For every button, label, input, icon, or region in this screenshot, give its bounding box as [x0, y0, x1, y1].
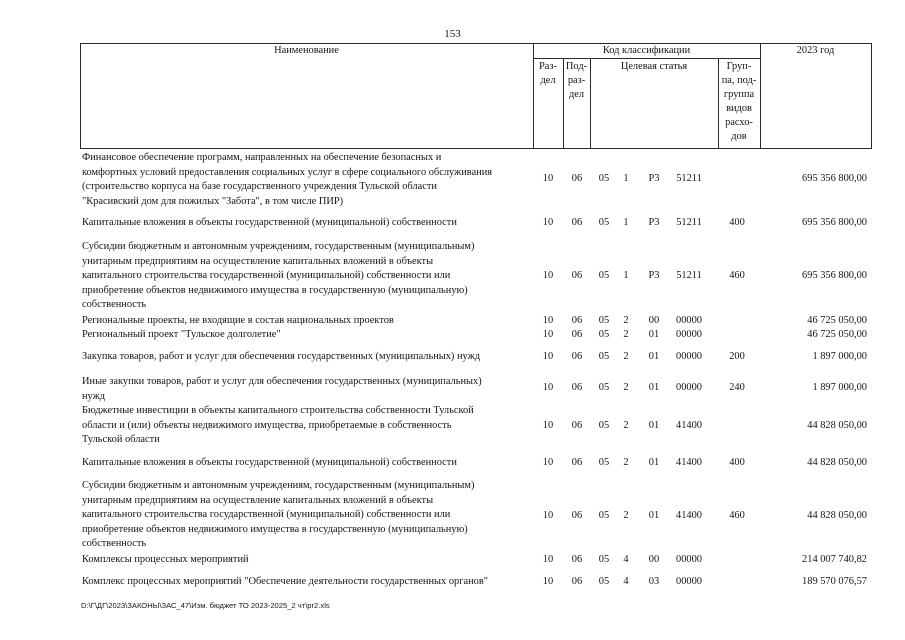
header-divider-year — [760, 43, 761, 149]
header-year: 2023 год — [796, 45, 835, 56]
row-name-line: капитального строительства государственной (муниципальной) собственности или — [82, 270, 451, 282]
target-subprogram-cell: 4 — [623, 554, 629, 565]
target-program-cell: 05 — [598, 315, 610, 326]
target-program-cell: 05 — [598, 420, 610, 431]
target-project-cell: 01 — [648, 510, 660, 521]
file-path-footer: D:\Г\ДГ\2023\ЗАКОНЫ\ЗАС_47\Изм. бюджет ТО 2023-2025_2 чт\pr2.xls — [81, 601, 330, 610]
amount-2023-cell: 44 828 050,00 — [807, 510, 867, 521]
target-direction-cell: 00000 — [676, 315, 702, 326]
header-code: Код классификации — [602, 45, 691, 56]
target-program-cell: 05 — [598, 554, 610, 565]
razdel-cell: 10 — [542, 382, 554, 393]
row-name-line: приобретение объектов недвижимого имущества в государственную (муниципальную) — [82, 523, 468, 535]
amount-2023-cell: 214 007 740,82 — [802, 554, 867, 565]
target-project-cell: 01 — [648, 382, 660, 393]
razdel-cell: 10 — [542, 420, 554, 431]
target-project-cell: Р3 — [648, 270, 660, 281]
expense-group-cell: 400 — [729, 457, 745, 468]
target-subprogram-cell: 2 — [623, 457, 629, 468]
header-divider-name — [533, 43, 534, 149]
header-left-border — [80, 43, 81, 149]
target-direction-cell: 51211 — [676, 173, 702, 184]
amount-2023-cell: 44 828 050,00 — [807, 420, 867, 431]
expense-group-cell: 400 — [729, 217, 745, 228]
target-project-cell: 01 — [648, 351, 660, 362]
row-name-line: "Красивский дом для пожилых "Забота", в том числе ПИР) — [82, 195, 344, 207]
row-name-line: приобретение объектов недвижимого имущества в государственную (муниципальную) — [82, 284, 468, 296]
target-subprogram-cell: 2 — [623, 510, 629, 521]
row-name-line: нужд — [82, 390, 106, 402]
expense-group-cell: 460 — [729, 270, 745, 281]
podrazdel-cell: 06 — [571, 315, 583, 326]
header-podrazdel-1: Под- — [565, 61, 588, 72]
target-direction-cell: 41400 — [676, 510, 702, 521]
target-direction-cell: 51211 — [676, 217, 702, 228]
row-name-line: Тульской области — [82, 434, 160, 446]
row-name-line: Закупка товаров, работ и услуг для обеспечения государственных (муниципальных) нужд — [82, 351, 481, 362]
header-podrazdel-3: дел — [568, 89, 585, 100]
podrazdel-cell: 06 — [571, 173, 583, 184]
target-project-cell: 01 — [648, 457, 660, 468]
podrazdel-cell: 06 — [571, 457, 583, 468]
header-right-border — [871, 43, 872, 149]
header-bottom-border — [80, 148, 872, 149]
row-name-line: унитарным предприятиям на осуществление капитальных вложений в объекты — [82, 494, 434, 506]
header-group-3: группа — [723, 89, 755, 100]
row-name-line: капитального строительства государственной (муниципальной) собственности или — [82, 509, 451, 521]
target-subprogram-cell: 1 — [623, 217, 629, 228]
row-name-line: Комплекс процессных мероприятий "Обеспечение деятельности государственных органов" — [82, 576, 488, 587]
header-razdel-1: Раз- — [539, 61, 557, 72]
podrazdel-cell: 06 — [571, 270, 583, 281]
target-program-cell: 05 — [598, 576, 610, 587]
expense-group-cell: 460 — [729, 510, 745, 521]
row-name-line: Бюджетные инвестиции в объекты капитального строительства собственности Тульской — [82, 405, 474, 416]
target-subprogram-cell: 2 — [623, 351, 629, 362]
target-direction-cell: 00000 — [676, 329, 702, 340]
header-group-5: расхо- — [725, 117, 753, 128]
target-subprogram-cell: 4 — [623, 576, 629, 587]
row-name-line: Иные закупки товаров, работ и услуг для обеспечения государственных (муниципальных) — [82, 376, 482, 387]
podrazdel-cell: 06 — [571, 351, 583, 362]
razdel-cell: 10 — [542, 576, 554, 587]
razdel-cell: 10 — [542, 270, 554, 281]
amount-2023-cell: 695 356 800,00 — [802, 270, 867, 281]
header-podrazdel-2: раз- — [567, 75, 586, 86]
row-name-line: области и (или) объекты недвижимого имущества, приобретаемые в собственность — [82, 419, 452, 431]
target-direction-cell: 41400 — [676, 457, 702, 468]
target-program-cell: 05 — [598, 457, 610, 468]
target-subprogram-cell: 2 — [623, 382, 629, 393]
target-project-cell: 01 — [648, 420, 660, 431]
row-name-line: Региональный проект "Тульское долголетие" — [82, 329, 281, 340]
amount-2023-cell: 189 570 076,57 — [802, 576, 867, 587]
target-program-cell: 05 — [598, 173, 610, 184]
header-target: Целевая статья — [620, 61, 688, 72]
expense-group-cell: 240 — [729, 382, 745, 393]
row-name-line: (строительство корпуса на базе государственного учреждения Тульской области — [82, 181, 437, 193]
razdel-cell: 10 — [542, 329, 554, 340]
amount-2023-cell: 46 725 050,00 — [807, 315, 867, 326]
row-name-line: Региональные проекты, не входящие в состав национальных проектов — [82, 315, 394, 326]
page-number: 153 — [444, 28, 461, 40]
target-subprogram-cell: 1 — [623, 173, 629, 184]
target-subprogram-cell: 1 — [623, 270, 629, 281]
target-direction-cell: 00000 — [676, 576, 702, 587]
podrazdel-cell: 06 — [571, 329, 583, 340]
amount-2023-cell: 1 897 000,00 — [812, 382, 867, 393]
target-program-cell: 05 — [598, 329, 610, 340]
amount-2023-cell: 46 725 050,00 — [807, 329, 867, 340]
row-name-line: Субсидии бюджетным и автономным учреждениям, государственным (муниципальным) — [82, 480, 475, 491]
header-name: Наименование — [274, 45, 339, 56]
razdel-cell: 10 — [542, 173, 554, 184]
razdel-cell: 10 — [542, 554, 554, 565]
target-subprogram-cell: 2 — [623, 420, 629, 431]
podrazdel-cell: 06 — [571, 382, 583, 393]
header-group-4: видов — [726, 103, 752, 114]
header-group-6: дов — [731, 131, 747, 142]
target-project-cell: 03 — [648, 576, 660, 587]
target-program-cell: 05 — [598, 351, 610, 362]
amount-2023-cell: 695 356 800,00 — [802, 173, 867, 184]
target-direction-cell: 00000 — [676, 351, 702, 362]
target-project-cell: Р3 — [648, 217, 660, 228]
row-name-line: Капитальные вложения в объекты государственной (муниципальной) собственности — [82, 457, 457, 468]
row-name-line: собственность — [82, 299, 147, 311]
row-name-line: Комплексы процессных мероприятий — [82, 554, 249, 565]
row-name-line: собственность — [82, 538, 147, 550]
target-subprogram-cell: 2 — [623, 329, 629, 340]
amount-2023-cell: 44 828 050,00 — [807, 457, 867, 468]
amount-2023-cell: 695 356 800,00 — [802, 217, 867, 228]
razdel-cell: 10 — [542, 217, 554, 228]
expense-group-cell: 200 — [729, 351, 745, 362]
row-name-line: комфортных условий предоставления социальных услуг в сфере социального обслуживания — [82, 166, 493, 178]
row-name-line: Субсидии бюджетным и автономным учреждениям, государственным (муниципальным) — [82, 241, 475, 252]
header-group-2: па, под- — [721, 75, 757, 86]
amount-2023-cell: 1 897 000,00 — [812, 351, 867, 362]
target-project-cell: Р3 — [648, 173, 660, 184]
target-project-cell: 01 — [648, 329, 660, 340]
podrazdel-cell: 06 — [571, 554, 583, 565]
razdel-cell: 10 — [542, 510, 554, 521]
header-razdel-2: дел — [540, 75, 556, 86]
target-direction-cell: 41400 — [676, 420, 702, 431]
podrazdel-cell: 06 — [571, 217, 583, 228]
razdel-cell: 10 — [542, 351, 554, 362]
row-name-line: Капитальные вложения в объекты государственной (муниципальной) собственности — [82, 217, 457, 228]
razdel-cell: 10 — [542, 457, 554, 468]
target-subprogram-cell: 2 — [623, 315, 629, 326]
razdel-cell: 10 — [542, 315, 554, 326]
row-name-line: унитарным предприятиям на осуществление капитальных вложений в объекты — [82, 255, 434, 267]
target-project-cell: 00 — [648, 554, 660, 565]
target-direction-cell: 00000 — [676, 554, 702, 565]
podrazdel-cell: 06 — [571, 420, 583, 431]
podrazdel-cell: 06 — [571, 576, 583, 587]
header-group-1: Груп- — [726, 61, 752, 72]
podrazdel-cell: 06 — [571, 510, 583, 521]
target-direction-cell: 00000 — [676, 382, 702, 393]
target-program-cell: 05 — [598, 382, 610, 393]
target-program-cell: 05 — [598, 510, 610, 521]
target-program-cell: 05 — [598, 217, 610, 228]
target-program-cell: 05 — [598, 270, 610, 281]
target-project-cell: 00 — [648, 315, 660, 326]
row-name-line: Финансовое обеспечение программ, направленных на обеспечение безопасных и — [82, 152, 442, 163]
target-direction-cell: 51211 — [676, 270, 702, 281]
